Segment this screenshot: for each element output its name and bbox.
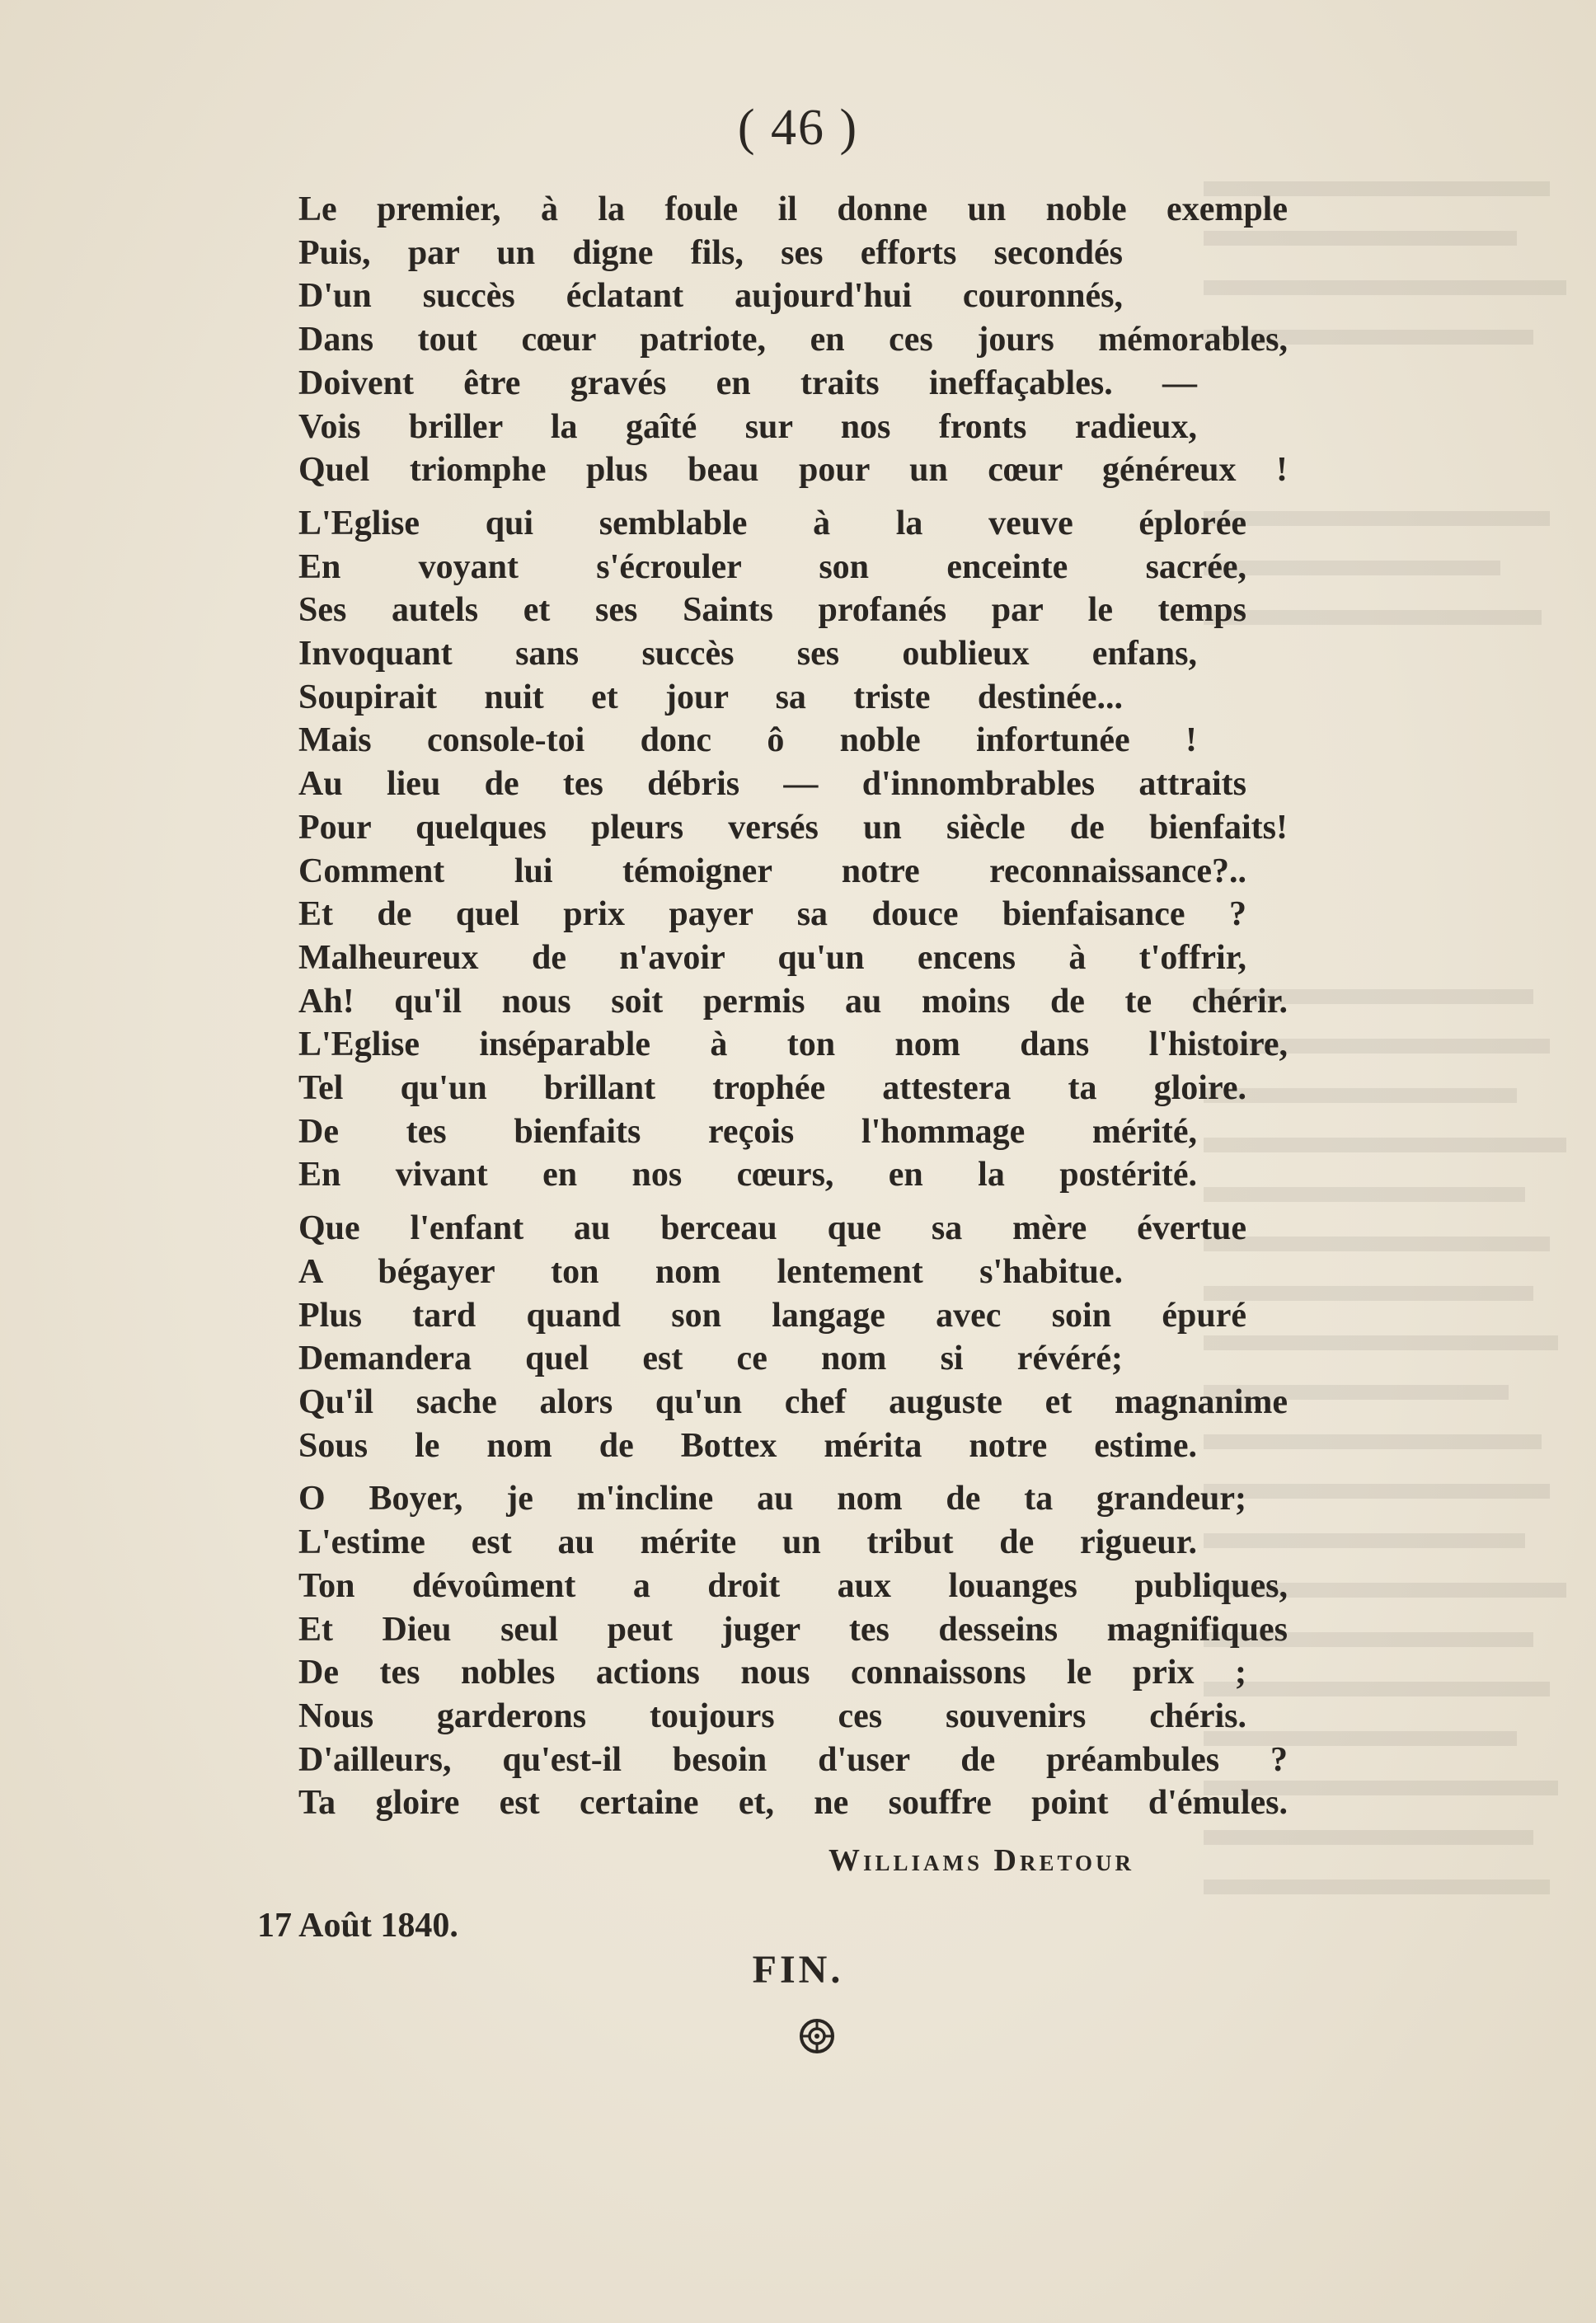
verse-line: De tes nobles actions nous connaissons le prix ; xyxy=(298,1654,1246,1692)
verse-line: D'ailleurs, qu'est-il besoin d'user de préambules ? xyxy=(298,1740,1288,1779)
stanza-3 xyxy=(298,1207,1321,1467)
author-signature: Williams Dretour xyxy=(829,1843,1134,1878)
verse-line: Au lieu de tes débris — d'innombrables attraits xyxy=(298,765,1246,804)
verse-line: Dans tout cœur patriote, en ces jours mémorables, xyxy=(298,321,1288,359)
verse-line: Le premier, à la foule il donne un noble exemple xyxy=(298,190,1288,228)
verse-line: Pour quelques pleurs versés un siècle de bienfaits! xyxy=(298,808,1288,847)
verse-line: Vois briller la gaîté sur nos fronts radieux, xyxy=(298,407,1197,446)
verse-line: Soupirait nuit et jour sa triste destinée... xyxy=(298,678,1123,716)
verse-line: O Boyer, je m'incline au nom de ta grandeur; xyxy=(298,1480,1246,1518)
verse-line: De tes bienfaits reçois l'hommage mérité, xyxy=(298,1112,1197,1151)
verse-line: D'un succès éclatant aujourd'hui couronnés, xyxy=(298,277,1123,316)
verse-line: Et Dieu seul peut juger tes desseins magnifiques xyxy=(298,1610,1288,1649)
verse-line: Puis, par un digne fils, ses efforts secondés xyxy=(298,233,1123,272)
fin-marker: FIN. xyxy=(752,1948,844,1992)
verse-line: Sous le nom de Bottex mérita notre estime. xyxy=(298,1426,1197,1465)
verse-line: A bégayer ton nom lentement s'habitue. xyxy=(298,1252,1123,1291)
verse-line: Doivent être gravés en traits ineffaçables. — xyxy=(298,364,1197,402)
verse-line: Ses autels et ses Saints profanés par le temps xyxy=(298,591,1246,630)
verse-line: Mais console-toi donc ô noble infortunée ! xyxy=(298,721,1197,760)
verse-line: L'Eglise qui semblable à la veuve éplorée xyxy=(298,504,1246,542)
verse-line: Que l'enfant au berceau que sa mère évertue xyxy=(298,1209,1246,1248)
verse-line: L'Eglise inséparable à ton nom dans l'histoire, xyxy=(298,1025,1288,1064)
verse-line: Ah! qu'il nous soit permis au moins de te chérir. xyxy=(298,982,1288,1021)
verse-line: Plus tard quand son langage avec soin épuré xyxy=(298,1296,1246,1335)
verse-line: En voyant s'écrouler son enceinte sacrée, xyxy=(298,547,1246,586)
verse-line: Quel triomphe plus beau pour un cœur généreux ! xyxy=(298,451,1288,490)
verse-line: Qu'il sache alors qu'un chef auguste et magnanime xyxy=(298,1382,1288,1421)
stanza-2 xyxy=(298,502,1321,1197)
verse-line: En vivant en nos cœurs, en la postérité. xyxy=(298,1156,1197,1194)
stanza-1 xyxy=(298,188,1321,492)
verse-line: Nous garderons toujours ces souvenirs chéris. xyxy=(298,1696,1246,1735)
verse-line: Demandera quel est ce nom si révéré; xyxy=(298,1340,1123,1378)
verse-line: Ton dévoûment a droit aux louanges publiques, xyxy=(298,1566,1288,1605)
stanza-4 xyxy=(298,1477,1321,1825)
poem-body xyxy=(298,188,1321,1825)
verse-line: Comment lui témoigner notre reconnaissance?.. xyxy=(298,852,1246,890)
verse-line: Tel qu'un brillant trophée attestera ta gloire. xyxy=(298,1069,1246,1108)
verse-line: Malheureux de n'avoir qu'un encens à t'offrir, xyxy=(298,938,1246,977)
verse-line: Invoquant sans succès ses oublieux enfans, xyxy=(298,635,1197,673)
poem-date: 17 Août 1840. xyxy=(257,1907,458,1945)
verse-line: Ta gloire est certaine et, ne souffre point d'émules. xyxy=(298,1784,1288,1823)
verse-line: Et de quel prix payer sa douce bienfaisance ? xyxy=(298,895,1246,934)
verse-line: L'estime est au mérite un tribut de rigueur. xyxy=(298,1523,1197,1562)
page-number: ( 46 ) xyxy=(737,100,859,156)
fleuron-ornament-icon xyxy=(798,2017,836,2055)
